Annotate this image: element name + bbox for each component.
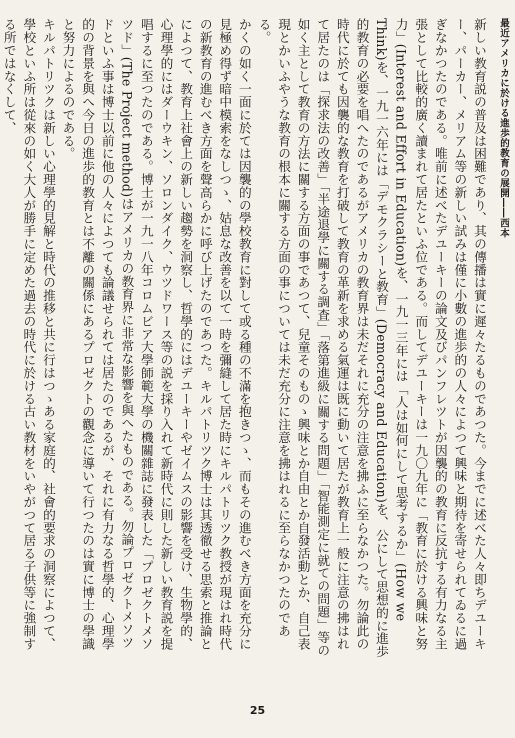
body-text bbox=[1, 18, 489, 658]
running-header: 最近アメリカに於ける進歩的教育の展開――西本 bbox=[498, 18, 509, 238]
paragraph: 新しい教育説の普及は困難であり、其の傳播は實に遲々たるものであつた。今までに述べた人々即ちデユーキー、パーカー、メリアム等の新しい試みは僅に小數の進歩的の人々によつて興味と期待を寄せられてゐるに過ぎなかつたのである。唯前に述べたデユーキーの論文及びパンフレツトが因襲的の教育に反抗する有力なる主張として比較的廣く讀まれて居たといふ位である。而してデユーキーは一九〇九年に「教育に於ける興味と努力」(Interest and Effort in Education)を、一九一三年には「人は如何にして思考するか」(How we Think)を、一九一六年には「デモクラシーと教育」(Democracy and Education)を、公にして思想的に進歩的教育の必要を唱へたのであるがアメリカの教育界は未だそれに充分の注意を拂ふに至らなかつた。勿論此の時代に於ても因襲的な教育を打破して教育の革新を求める氣運は既に動いて居たが教育上一般に注意の拂はれて居たのは「探求法の改善」「半途退學に關する調査」「落第進級に關する問題」「智能測定に就ての問題」等の如く主として教育の方法に關する方面の事であつて、兒童そのものゝ興味とか自由とか自發活動とか、自己表現とかいふやうな教育の根本に關する方面の事については未だ充分に注意を拂はれるに至らなかつたのである。 bbox=[256, 18, 487, 658]
page-number: 25 bbox=[249, 704, 266, 717]
paragraph: キルパトリツクは新しい心理學的見解と時代の推移と共に行はつゝある家庭的、社會的要求の洞察によつて、學校といふ所は從來の如く大人が勝手に定めた過去の時代に於ける古い教材をいやがつて居る子供等に強制する所ではなくして、 bbox=[1, 18, 56, 651]
paragraph: かくの如く一面に於ては因襲的の學校教育に對して或る種の不滿を抱きつゝ、而もその進むべき方面を充分に見極め得ず暗中模索をなしつゝ、姑息な改善を以て一時を彌縫して居た時にキルパトリツク教授が現はれ時代の新教育の進むべき方面を聲高らかに呼び上げたのであつた。キルパトリツク博士は其透徹せる思索と推論とによつて、教育上社會上の新しい趨勢を洞察し、哲學的にはデユーキーやゼイムスの影響を受け、生物學的、心理學的にはダーウキン、ソロンダイク、ウツドワース等の説を採り入れて新時代に則した新しい教育説を提唱するに至つたのである。博士が一九一八年コロムビア大學師範大學の機關雜誌に發表した「プロゼクトメソツド」(The Project method)はアメリカの教育界に非常な影響を與へたものである。勿論プロゼクトメソツドといふ事は博士以前に他の人々によつても論議せられては居たのであるが、それに有力なる哲學的、心理學的の背景を與へ今日の進歩的教育とは不離の關係にあるプロゼクトの觀念に導いて行つたのは實に博士の學識と努力によるのである。 bbox=[60, 18, 252, 651]
